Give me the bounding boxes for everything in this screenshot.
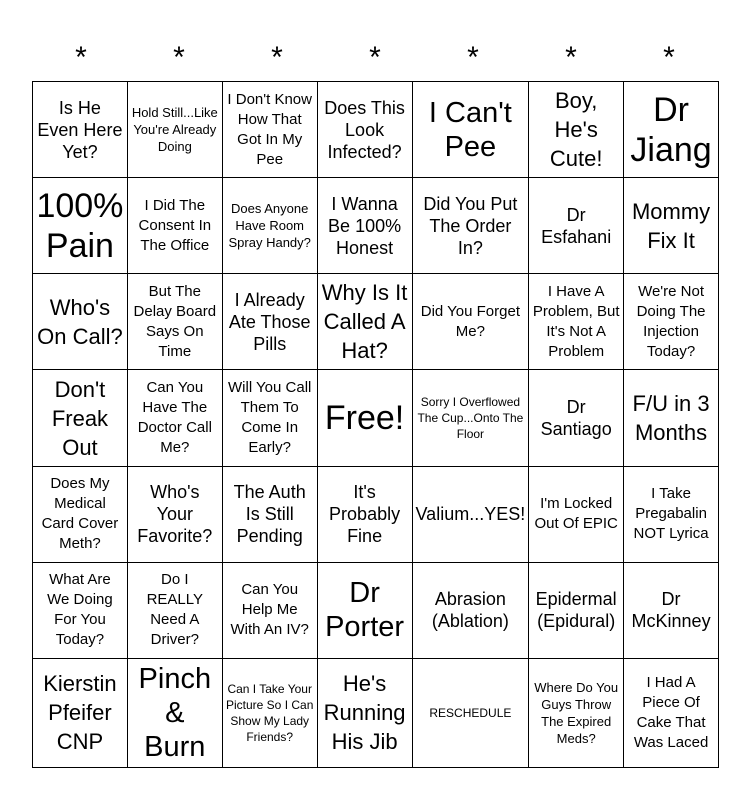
bingo-cell[interactable]	[413, 467, 530, 563]
cell-text: F/U in 3 Months	[632, 391, 710, 446]
cell-text: Dr Santiago	[540, 397, 612, 440]
header-row	[32, 30, 720, 80]
column-marker: *	[75, 41, 87, 74]
cell-text: Where Do You Guys Throw The Expired Meds?	[534, 679, 619, 746]
bingo-cell[interactable]	[223, 563, 318, 659]
cell-text: Did You Forget Me?	[420, 302, 520, 340]
bingo-board	[32, 81, 719, 768]
bingo-cell[interactable]	[624, 563, 719, 659]
cell-text: Boy, He's Cute!	[549, 88, 603, 172]
cell-text: Abrasion (Ablation)	[431, 589, 509, 632]
bingo-cell[interactable]	[413, 370, 530, 466]
cell-text: Dr Jiang	[630, 90, 712, 169]
cell-text: I Take Pregabalin NOT Lyrica	[633, 485, 709, 543]
cell-text: Why Is It Called A Hat?	[321, 280, 408, 364]
bingo-cell[interactable]	[33, 274, 128, 370]
cell-text: Does This Look Infected?	[324, 97, 405, 162]
cell-text: Can I Take Your Picture So I Can Show My Lady Friends?	[226, 681, 314, 744]
bingo-cell[interactable]	[33, 178, 128, 274]
cell-text: Valium...YES!	[415, 504, 526, 525]
bingo-cell[interactable]	[318, 274, 413, 370]
bingo-cell[interactable]	[33, 370, 128, 466]
cell-text: I Can't Pee	[428, 96, 512, 163]
bingo-cell[interactable]	[624, 82, 719, 178]
bingo-cell[interactable]	[223, 370, 318, 466]
column-marker: *	[271, 41, 283, 74]
cell-text: But The Delay Board Says On Time	[133, 282, 217, 360]
cell-text: Who's On Call?	[37, 294, 123, 349]
column-marker: *	[565, 41, 577, 74]
cell-text: Do I REALLY Need A Driver?	[146, 571, 204, 649]
bingo-cell[interactable]	[529, 82, 624, 178]
cell-text: Kierstin Pfeifer CNP	[43, 671, 117, 755]
cell-text: Dr Porter	[325, 577, 405, 644]
cell-text: Is He Even Here Yet?	[37, 97, 123, 162]
cell-text: 100% Pain	[36, 186, 124, 265]
bingo-cell[interactable]	[624, 178, 719, 274]
bingo-cell[interactable]	[624, 370, 719, 466]
bingo-cell[interactable]	[223, 178, 318, 274]
bingo-cell[interactable]	[624, 467, 719, 563]
cell-text: Dr McKinney	[631, 589, 711, 632]
cell-text: Did You Put The Order In?	[423, 193, 518, 258]
column-marker: *	[173, 41, 185, 74]
cell-text: Dr Esfahani	[541, 204, 612, 247]
bingo-cell[interactable]	[128, 659, 223, 768]
bingo-cell[interactable]	[128, 467, 223, 563]
cell-text: Who's Your Favorite?	[137, 482, 213, 547]
bingo-cell[interactable]	[529, 274, 624, 370]
bingo-cell[interactable]	[624, 274, 719, 370]
cell-text: Will You Call Them To Come In Early?	[228, 379, 312, 457]
cell-text: Sorry I Overflowed The Cup...Onto The Floor	[417, 395, 524, 442]
cell-text: I Don't Know How That Got In My Pee	[227, 90, 312, 168]
cell-text: I Have A Problem, But It's Not A Problem	[532, 282, 620, 360]
bingo-cell[interactable]	[529, 178, 624, 274]
bingo-cell[interactable]	[318, 467, 413, 563]
cell-text: The Auth Is Still Pending	[233, 482, 306, 547]
bingo-cell[interactable]	[529, 659, 624, 768]
bingo-cell[interactable]	[318, 563, 413, 659]
cell-text: It's Probably Fine	[329, 482, 401, 547]
cell-text: I Did The Consent In The Office	[138, 196, 212, 254]
column-marker: *	[467, 41, 479, 74]
bingo-cell[interactable]	[413, 659, 530, 768]
cell-text: I Wanna Be 100% Honest	[328, 193, 402, 258]
cell-text: Can You Have The Doctor Call Me?	[137, 379, 212, 457]
bingo-cell[interactable]	[128, 563, 223, 659]
bingo-cell[interactable]	[413, 82, 530, 178]
cell-text: Pinch & Burn	[138, 662, 212, 763]
bingo-cell[interactable]	[318, 82, 413, 178]
column-marker: *	[369, 41, 381, 74]
bingo-cell[interactable]	[33, 563, 128, 659]
cell-text: Hold Still...Like You're Already Doing	[131, 105, 218, 155]
cell-text: He's Running His Jib	[323, 671, 406, 755]
cell-text: We're Not Doing The Injection Today?	[636, 282, 706, 360]
cell-text: Does Anyone Have Room Spray Handy?	[228, 201, 311, 251]
cell-text: Epidermal (Epidural)	[535, 589, 617, 632]
bingo-cell[interactable]	[529, 563, 624, 659]
cell-text: Don't Freak Out	[51, 376, 109, 460]
bingo-cell[interactable]	[33, 467, 128, 563]
bingo-cell[interactable]	[33, 82, 128, 178]
free-space[interactable]	[318, 370, 413, 466]
cell-text: What Are We Doing For You Today?	[47, 571, 113, 649]
bingo-cell[interactable]	[413, 274, 530, 370]
cell-text: Can You Help Me With An IV?	[230, 581, 309, 639]
bingo-cell[interactable]	[128, 370, 223, 466]
bingo-cell[interactable]	[318, 178, 413, 274]
bingo-cell[interactable]	[529, 370, 624, 466]
bingo-cell[interactable]	[128, 178, 223, 274]
bingo-cell[interactable]	[413, 563, 530, 659]
bingo-cell[interactable]	[318, 659, 413, 768]
bingo-cell[interactable]	[223, 659, 318, 768]
cell-text: I'm Locked Out Of EPIC	[534, 495, 618, 533]
bingo-cell[interactable]	[223, 82, 318, 178]
cell-text: RESCHEDULE	[429, 705, 512, 720]
bingo-cell[interactable]	[223, 467, 318, 563]
cell-text: I Had A Piece Of Cake That Was Laced	[633, 673, 709, 751]
bingo-cell[interactable]	[529, 467, 624, 563]
bingo-cell[interactable]	[128, 274, 223, 370]
cell-text: Mommy Fix It	[631, 198, 711, 253]
cell-text: Free!	[324, 399, 405, 438]
bingo-cell[interactable]	[33, 659, 128, 768]
bingo-cell[interactable]	[128, 82, 223, 178]
column-marker: *	[663, 41, 675, 74]
cell-text: I Already Ate Those Pills	[228, 289, 311, 354]
cell-text: Does My Medical Card Cover Meth?	[41, 475, 119, 553]
bingo-cell[interactable]	[413, 178, 530, 274]
bingo-cell[interactable]	[223, 274, 318, 370]
bingo-cell[interactable]	[624, 659, 719, 768]
